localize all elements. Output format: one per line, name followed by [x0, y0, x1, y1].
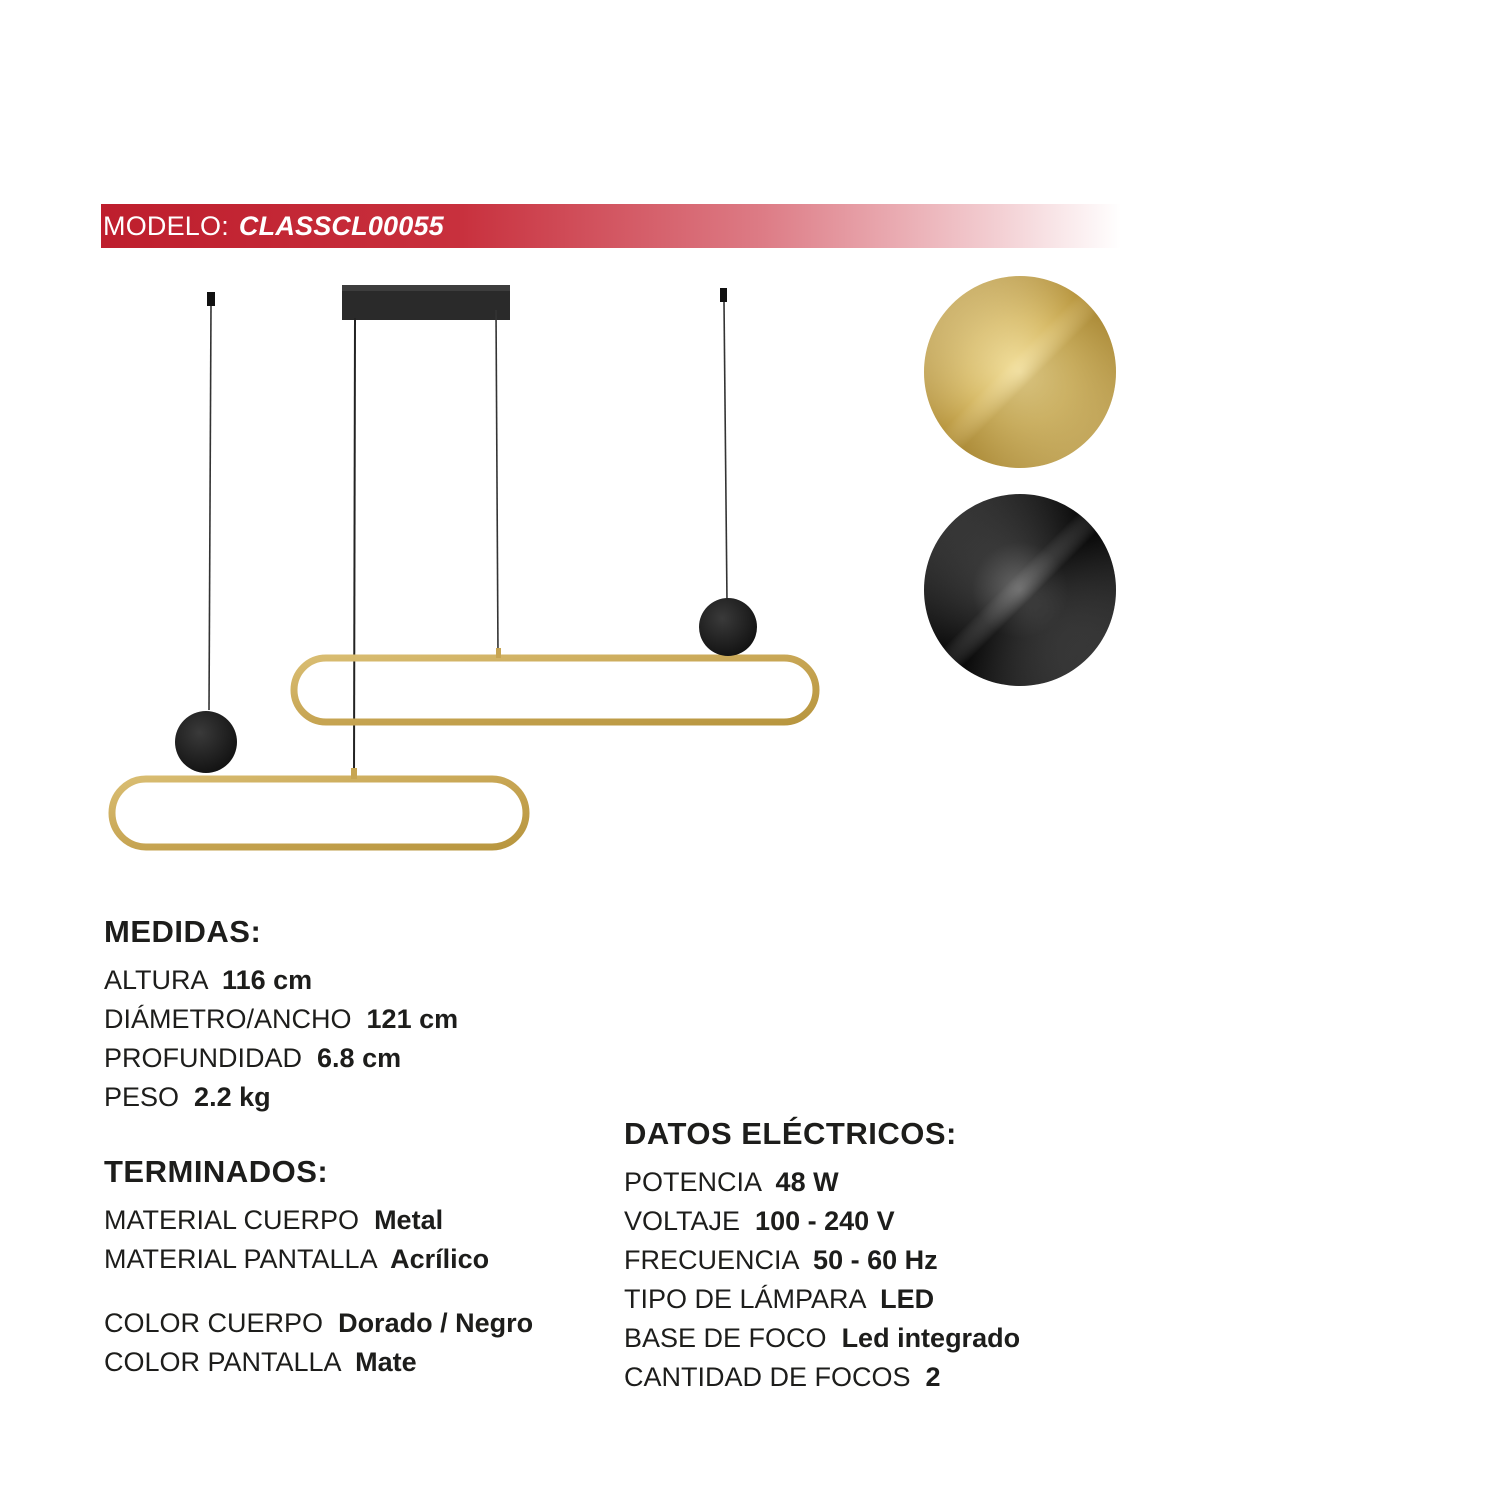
spec-label: MATERIAL CUERPO	[104, 1205, 360, 1235]
front-gold-ring	[112, 779, 526, 847]
spec-value: 6.8 cm	[309, 1043, 402, 1073]
spec-value: 2.2 kg	[186, 1082, 271, 1112]
spec-value: Acrílico	[383, 1244, 490, 1274]
spec-label: CANTIDAD DE FOCOS	[624, 1362, 911, 1392]
left-ceiling-hook	[207, 292, 215, 306]
back-gold-ring	[294, 658, 816, 722]
left-cable	[209, 306, 211, 710]
black-finish-swatch-icon	[924, 494, 1116, 686]
model-label: MODELO:	[103, 210, 229, 241]
spec-row-material-pantalla	[104, 1240, 533, 1279]
spec-value: Led integrado	[834, 1323, 1021, 1353]
spec-value: 116 cm	[214, 965, 313, 995]
back-black-disc	[699, 598, 757, 656]
spec-row-tipo-lampara	[624, 1280, 1020, 1319]
spec-label: FRECUENCIA	[624, 1245, 799, 1275]
spec-row-potencia	[624, 1163, 1020, 1202]
spec-label: BASE DE FOCO	[624, 1323, 827, 1353]
medidas-section	[104, 913, 458, 1117]
spec-value: 100 - 240 V	[747, 1206, 895, 1236]
right-ceiling-hook	[720, 288, 727, 302]
spec-value: LED	[872, 1284, 935, 1314]
canopy-cable-back	[496, 310, 498, 655]
spec-label: MATERIAL PANTALLA	[104, 1244, 377, 1274]
spec-label: ALTURA	[104, 965, 208, 995]
terminados-title: TERMINADOS:	[104, 1154, 329, 1189]
spec-value: 48 W	[768, 1167, 839, 1197]
datos-electricos-section	[624, 1115, 1020, 1397]
spec-label: PESO	[104, 1082, 180, 1112]
terminados-section	[104, 1153, 533, 1382]
spec-row-color-pantalla	[104, 1343, 533, 1382]
spec-label: POTENCIA	[624, 1167, 761, 1197]
spec-label: COLOR CUERPO	[104, 1308, 324, 1338]
spec-value: Metal	[366, 1205, 444, 1235]
spec-row-altura	[104, 961, 458, 1000]
spec-row-material-cuerpo	[104, 1201, 533, 1240]
spec-row-color-cuerpo	[104, 1304, 533, 1343]
spec-label: DIÁMETRO/ANCHO	[104, 1004, 352, 1034]
spec-row-base-foco	[624, 1319, 1020, 1358]
spec-label: VOLTAJE	[624, 1206, 741, 1236]
front-black-disc	[175, 711, 237, 773]
pendant-lamp-illustration	[100, 270, 840, 870]
spec-row-diametro	[104, 1000, 458, 1039]
spec-value: 2	[918, 1362, 941, 1392]
electricos-title: DATOS ELÉCTRICOS:	[624, 1116, 957, 1151]
spec-row-voltaje	[624, 1202, 1020, 1241]
spec-row-cantidad-focos	[624, 1358, 1020, 1397]
spec-label: PROFUNDIDAD	[104, 1043, 303, 1073]
spec-label: TIPO DE LÁMPARA	[624, 1284, 866, 1314]
spec-value: Mate	[347, 1347, 417, 1377]
canopy-cable-front	[354, 318, 355, 775]
spec-row-frecuencia	[624, 1241, 1020, 1280]
medidas-title: MEDIDAS:	[104, 914, 262, 949]
spec-row-profundidad	[104, 1039, 458, 1078]
spec-label: COLOR PANTALLA	[104, 1347, 341, 1377]
spacer	[104, 1279, 533, 1304]
spec-row-peso	[104, 1078, 458, 1117]
model-banner	[101, 204, 1121, 248]
spec-value: 121 cm	[359, 1004, 459, 1034]
right-cable	[724, 302, 727, 602]
gold-finish-swatch-icon	[924, 276, 1116, 468]
model-code: CLASSCL00055	[238, 210, 444, 241]
spec-value: 50 - 60 Hz	[805, 1245, 938, 1275]
spec-value: Dorado / Negro	[330, 1308, 534, 1338]
